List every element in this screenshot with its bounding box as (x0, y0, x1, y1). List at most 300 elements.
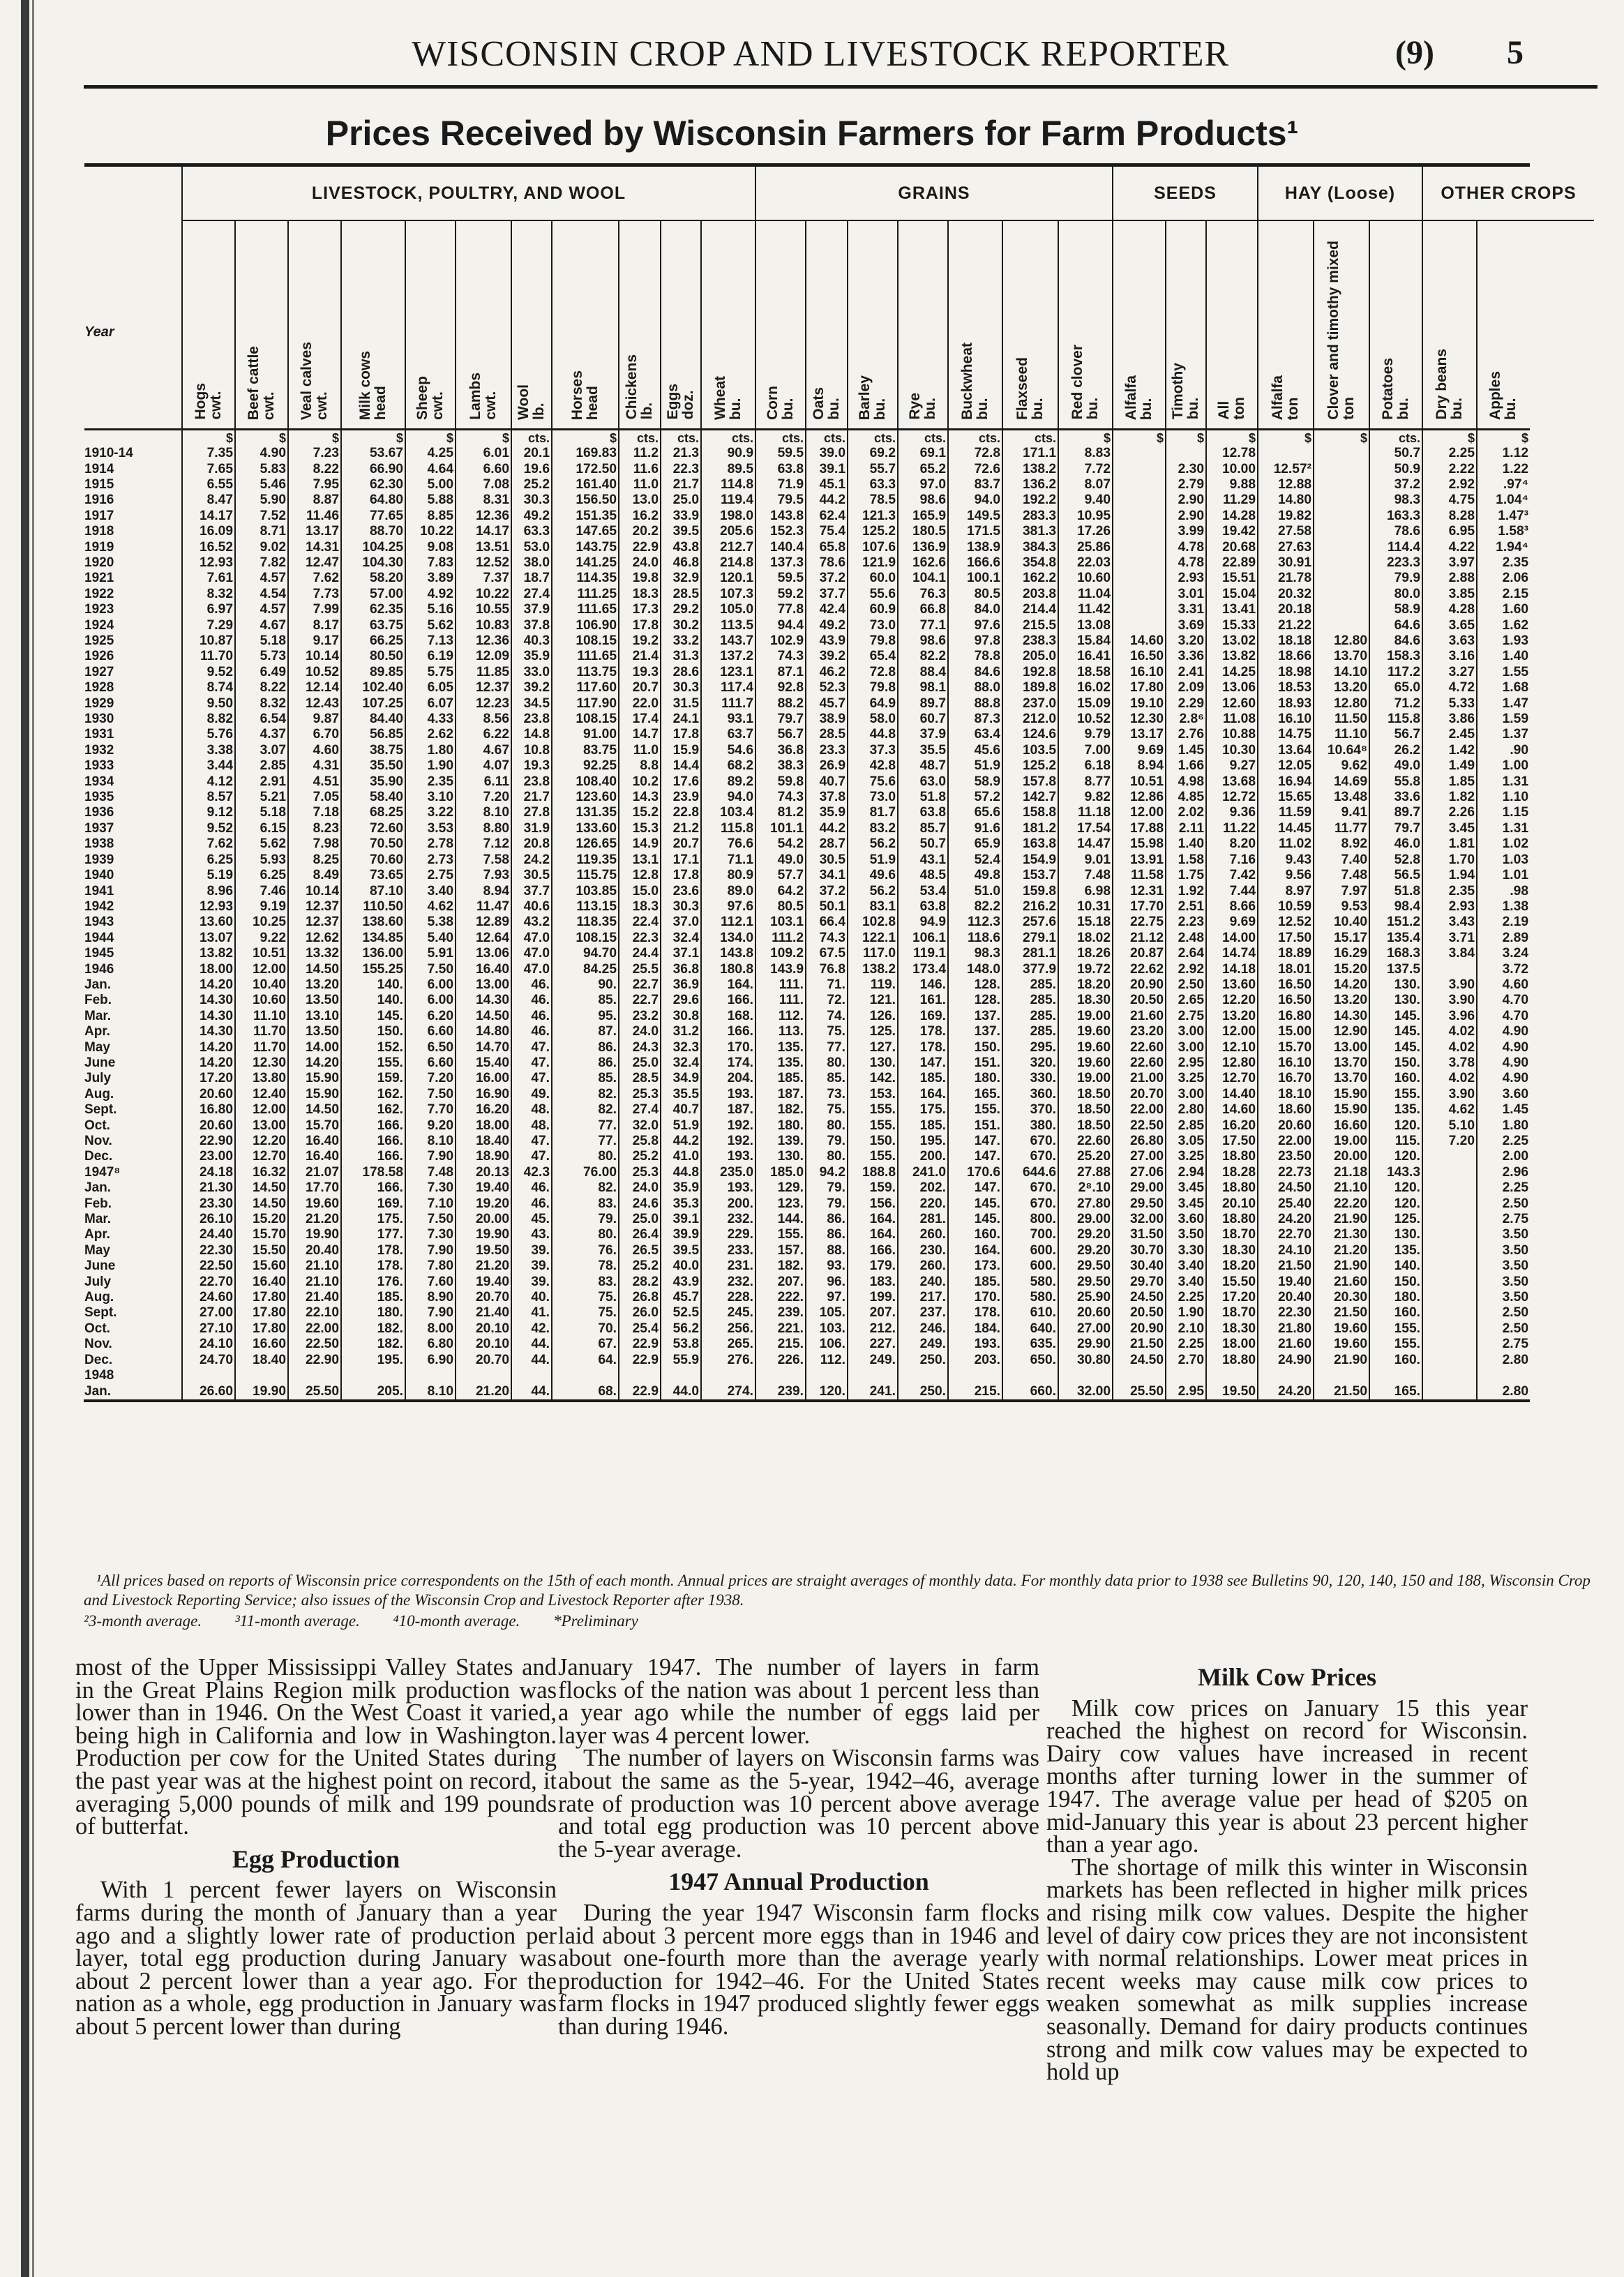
price-cell: 43.9 (661, 1275, 701, 1290)
price-cell: 32.00 (1113, 1212, 1166, 1227)
price-cell: 59.2 (755, 587, 806, 602)
price-cell (1113, 571, 1166, 586)
price-cell: 13.70 (1314, 1071, 1369, 1086)
price-cell: 22.50 (182, 1258, 235, 1274)
price-cell: 2.45 (1422, 727, 1477, 742)
price-cell: 55.7 (848, 462, 898, 477)
price-cell: 4.90 (1477, 1055, 1530, 1071)
price-cell: 14.20 (182, 977, 235, 993)
price-cell: 130. (848, 1055, 898, 1071)
price-cell: 143.3 (1369, 1165, 1422, 1180)
price-cell: 17.80 (1113, 680, 1166, 696)
price-cell: 21.07 (288, 1165, 341, 1180)
price-cell: 9.41 (1314, 805, 1369, 820)
price-cell: 16.20 (456, 1102, 511, 1118)
price-cell: 3.01 (1166, 587, 1206, 602)
price-cell: 14.60 (1113, 633, 1166, 649)
price-cell: 88. (806, 1243, 848, 1258)
price-cell: 6.15 (235, 821, 288, 836)
price-cell: 4.67 (235, 618, 288, 633)
price-cell: .97⁴ (1477, 477, 1530, 493)
price-cell: 22.9 (619, 1353, 661, 1368)
price-cell: 90. (552, 977, 619, 993)
price-cell: 7.80 (405, 1258, 456, 1274)
price-cell: 148.0 (948, 962, 1002, 977)
price-cell (755, 1368, 806, 1383)
price-cell: 14.3 (619, 790, 661, 805)
price-cell: 9.08 (405, 540, 456, 555)
price-cell: 35.50 (341, 758, 405, 774)
column-header-label: Horses (569, 370, 585, 420)
price-cell: 15.40 (456, 1055, 511, 1071)
price-cell: 46.8 (661, 555, 701, 571)
price-cell: 2.25 (1422, 446, 1477, 461)
column-header (1113, 236, 1166, 429)
price-cell: 15.90 (288, 1071, 341, 1086)
price-cell: 2.78 (405, 836, 456, 852)
price-cell: 10.51 (235, 946, 288, 961)
price-cell: 40. (511, 1290, 552, 1305)
price-cell: 600. (1002, 1258, 1058, 1274)
price-cell: 23.8 (511, 774, 552, 790)
price-cell: 137. (948, 1009, 1002, 1024)
price-cell: 20.7 (661, 836, 701, 852)
price-cell: 168. (701, 1009, 755, 1024)
price-cell: 79.8 (848, 680, 898, 696)
price-cell: 51.9 (661, 1118, 701, 1134)
row-year-label: 1916 (84, 493, 114, 508)
price-cell: 14.7 (619, 727, 661, 742)
price-cell: 3.10 (405, 790, 456, 805)
price-cell: 19.40 (456, 1275, 511, 1290)
row-year-label: 1943 (84, 915, 114, 930)
price-cell: 4.70 (1477, 993, 1530, 1008)
price-cell: 11.22 (1206, 821, 1258, 836)
price-cell: 20.40 (1258, 1290, 1314, 1305)
price-cell: 3.24 (1477, 946, 1530, 961)
price-cell: 1.40 (1166, 836, 1206, 852)
price-cell: 15.70 (1258, 1040, 1314, 1055)
price-cell: 5.19 (182, 868, 235, 883)
price-cell: 20.60 (182, 1087, 235, 1102)
price-cell (701, 1368, 755, 1383)
price-cell: 98.1 (898, 680, 948, 696)
column-header-label: Veal calves (298, 341, 315, 420)
price-cell: 3.65 (1422, 618, 1477, 633)
price-cell: 5.75 (405, 665, 456, 680)
price-cell (1113, 509, 1166, 524)
price-cell: 12.37 (288, 899, 341, 915)
price-cell: 22.30 (1258, 1305, 1314, 1321)
price-cell: 3.72 (1477, 962, 1530, 977)
table-row (84, 946, 1594, 961)
price-cell: 19.00 (1058, 1071, 1113, 1086)
price-cell (1422, 1212, 1477, 1227)
price-cell: 7.50 (405, 1212, 456, 1227)
price-cell: 19.40 (456, 1180, 511, 1196)
price-cell: 320. (1002, 1055, 1058, 1071)
price-cell: 1.92 (1166, 884, 1206, 899)
page-number: 5 (1507, 34, 1524, 71)
price-cell: 7.82 (235, 555, 288, 571)
table-row (84, 1071, 1594, 1086)
price-cell: 8.85 (405, 509, 456, 524)
price-cell: 222. (755, 1290, 806, 1305)
price-cell: 87.1 (755, 665, 806, 680)
price-cell: 89.0 (701, 884, 755, 899)
price-cell: 40.7 (806, 774, 848, 790)
price-cell: 32.3 (661, 1040, 701, 1055)
price-cell: 56.85 (341, 727, 405, 742)
price-cell: 19.82 (1258, 509, 1314, 524)
price-cell: 23.2 (619, 1009, 661, 1024)
price-cell: 3.50 (1477, 1227, 1530, 1242)
column-header-unit: ton (1285, 397, 1301, 420)
row-year-label: Dec. (84, 1149, 113, 1164)
column-header (341, 236, 405, 429)
price-cell: 17.80 (235, 1321, 288, 1337)
price-cell: 22.70 (182, 1275, 235, 1290)
price-cell: 38.0 (511, 555, 552, 571)
table-row (84, 1040, 1594, 1055)
price-cell: 18.20 (1058, 977, 1113, 993)
price-cell: 212.0 (1002, 712, 1058, 727)
price-cell: 1.02 (1477, 836, 1530, 852)
price-cell: 105. (806, 1305, 848, 1321)
table-row (84, 493, 1594, 508)
price-cell: 15.2 (619, 805, 661, 820)
price-cell: 76.6 (701, 836, 755, 852)
price-cell: 154.9 (1002, 852, 1058, 868)
price-cell: 164. (898, 1087, 948, 1102)
price-cell: 22.70 (1258, 1227, 1314, 1242)
price-cell: 28.5 (661, 587, 701, 602)
price-cell: 16.50 (1258, 977, 1314, 993)
price-cell: 98.4 (1369, 899, 1422, 915)
price-cell: 2.00 (1477, 1149, 1530, 1164)
price-cell: 238.3 (1002, 633, 1058, 649)
price-cell: 232. (701, 1212, 755, 1227)
row-year-label: 1910-14 (84, 446, 133, 461)
price-cell: 33.2 (661, 633, 701, 649)
price-cell: 33.9 (661, 509, 701, 524)
column-header (1477, 236, 1530, 429)
unit-cell: $ (1422, 429, 1477, 446)
price-cell: 47. (511, 1149, 552, 1164)
price-cell: 39.5 (661, 524, 701, 539)
price-cell: 143.8 (701, 946, 755, 961)
price-cell: 157. (755, 1243, 806, 1258)
price-cell: 14.50 (288, 1102, 341, 1118)
price-cell: 31.50 (1113, 1227, 1166, 1242)
price-cell: 17.8 (661, 868, 701, 883)
price-cell: 3.89 (405, 571, 456, 586)
price-cell: 1.62 (1477, 618, 1530, 633)
price-cell: 104.30 (341, 555, 405, 571)
price-cell: 5.83 (235, 462, 288, 477)
price-cell: 14.50 (456, 1009, 511, 1024)
price-cell: 47. (511, 1134, 552, 1149)
price-cell: 16.09 (182, 524, 235, 539)
price-cell: 9.87 (288, 712, 341, 727)
price-cell: 12.70 (1206, 1071, 1258, 1086)
price-cell: 160. (948, 1227, 1002, 1242)
price-cell: 2.62 (405, 727, 456, 742)
price-cell: 34.9 (661, 1071, 701, 1086)
price-cell: 168.3 (1369, 946, 1422, 961)
price-cell: 68.2 (701, 758, 755, 774)
row-year-label: 1939 (84, 852, 114, 867)
price-cell: 55.8 (1369, 774, 1422, 790)
header-rule (84, 85, 1597, 89)
price-cell: 17.70 (288, 1180, 341, 1196)
price-cell: 4.31 (288, 758, 341, 774)
row-year-label: Feb. (84, 1196, 112, 1211)
column-header (701, 236, 755, 429)
price-cell: 48. (511, 1118, 552, 1134)
price-cell: 83.1 (848, 899, 898, 915)
column-header-label: Chickens (623, 354, 640, 420)
price-cell: 166. (341, 1180, 405, 1196)
price-cell: 22.30 (182, 1243, 235, 1258)
price-cell: 19.90 (235, 1384, 288, 1399)
price-cell: 11.6 (619, 462, 661, 477)
price-cell: 7.46 (235, 884, 288, 899)
table-row (84, 1290, 1594, 1305)
price-cell: 106.90 (552, 618, 619, 633)
price-cell: 64.2 (755, 884, 806, 899)
row-year-label: July (84, 1274, 112, 1289)
price-cell: 56.7 (755, 727, 806, 742)
price-cell: 107.3 (701, 587, 755, 602)
price-cell: 1.90 (405, 758, 456, 774)
price-cell: 22.62 (1113, 962, 1166, 977)
price-cell: 98.6 (898, 633, 948, 649)
price-cell: 80. (552, 1227, 619, 1242)
price-cell: 29.00 (1113, 1180, 1166, 1196)
price-cell: 119.1 (898, 946, 948, 961)
table-row (84, 524, 1594, 539)
price-cell: 145. (1369, 1040, 1422, 1055)
price-cell: 48.5 (898, 868, 948, 883)
price-cell: 24.10 (1258, 1243, 1314, 1258)
price-cell: 117.60 (552, 680, 619, 696)
price-cell: 178. (948, 1305, 1002, 1321)
price-cell: 130. (1369, 993, 1422, 1008)
price-cell: 6.05 (405, 680, 456, 696)
price-cell: 9.69 (1113, 743, 1166, 758)
price-cell: 21.18 (1314, 1165, 1369, 1180)
price-cell: 44.2 (806, 821, 848, 836)
price-cell: 178.58 (341, 1165, 405, 1180)
price-cell: 94.4 (755, 618, 806, 633)
price-cell: 46. (511, 977, 552, 993)
price-cell: 187. (701, 1102, 755, 1118)
column-header (552, 236, 619, 429)
price-cell: 232. (701, 1275, 755, 1290)
price-cell: 174. (701, 1055, 755, 1071)
price-cell: 20.7 (619, 680, 661, 696)
price-cell: 113. (755, 1024, 806, 1039)
price-cell: 203. (948, 1353, 1002, 1368)
price-cell: 120. (1369, 1196, 1422, 1212)
price-cell: 29.50 (1113, 1196, 1166, 1212)
price-cell: 8.8 (619, 758, 661, 774)
price-cell: 28.6 (661, 665, 701, 680)
price-cell: 79. (552, 1212, 619, 1227)
price-cell: 13.00 (1314, 1040, 1369, 1055)
price-cell: 55.6 (848, 587, 898, 602)
price-cell: 151.35 (552, 509, 619, 524)
price-cell: 30.3 (511, 493, 552, 508)
price-cell: 10.8 (511, 743, 552, 758)
price-cell: 6.00 (405, 977, 456, 993)
price-cell: 1.01 (1477, 868, 1530, 883)
price-cell: 260. (898, 1258, 948, 1274)
price-cell: 22.0 (619, 696, 661, 712)
price-cell: 21.30 (1314, 1227, 1369, 1242)
price-cell: 1.31 (1477, 821, 1530, 836)
price-cell: 2.48 (1166, 931, 1206, 946)
price-cell: 18.02 (1058, 931, 1113, 946)
price-cell: 30.40 (1113, 1258, 1166, 1274)
price-cell: 14.80 (456, 1024, 511, 1039)
price-cell (1314, 571, 1369, 586)
column-header-unit: ton (1231, 397, 1247, 420)
price-cell: 22.7 (619, 977, 661, 993)
price-cell: 158.3 (1369, 649, 1422, 664)
price-cell: 137.5 (1369, 962, 1422, 977)
price-cell: 138.9 (948, 540, 1002, 555)
price-cell: 20.70 (456, 1353, 511, 1368)
price-cell: 25.2 (511, 477, 552, 493)
price-cell: 2.92 (1422, 477, 1477, 493)
price-cell: 12.93 (182, 899, 235, 915)
price-cell (405, 1368, 456, 1383)
column-header (948, 236, 1002, 429)
price-cell: 37.7 (511, 884, 552, 899)
price-cell: 7.90 (405, 1243, 456, 1258)
price-cell: 10.88 (1206, 727, 1258, 742)
price-cell: 9.52 (182, 665, 235, 680)
price-cell (1314, 540, 1369, 555)
row-year-label: 1927 (84, 664, 114, 679)
price-cell: 4.90 (1477, 1040, 1530, 1055)
price-cell: 6.50 (405, 1040, 456, 1055)
price-cell: 10.25 (235, 915, 288, 930)
price-cell: 25.4 (619, 1321, 661, 1337)
unit-cell: $ (1477, 429, 1530, 446)
price-cell: 45.7 (661, 1290, 701, 1305)
price-cell: 25.40 (1258, 1196, 1314, 1212)
price-cell: 1.12 (1477, 446, 1530, 461)
column-header-unit: bu. (728, 398, 744, 420)
price-cell: 80. (806, 1118, 848, 1134)
price-cell: 283.3 (1002, 509, 1058, 524)
price-cell: 19.60 (1314, 1321, 1369, 1337)
price-cell: 205.6 (701, 524, 755, 539)
price-cell: 14.40 (1206, 1087, 1258, 1102)
price-cell: 2.94 (1166, 1165, 1206, 1180)
price-cell: 140. (341, 977, 405, 993)
price-cell: 25.3 (619, 1165, 661, 1180)
price-cell: 5.73 (235, 649, 288, 664)
paragraph-layers-nation: January 1947. The number of layers in farm flocks of the nation was about 1 percent less than a year ago while the number of eggs laid per layer was 4 percent lower. (558, 1654, 1039, 1749)
price-cell: 18.80 (1206, 1212, 1258, 1227)
price-cell: 1.45 (1477, 1102, 1530, 1118)
price-cell: 12.20 (235, 1134, 288, 1149)
price-cell: 86. (806, 1227, 848, 1242)
table-row (84, 1384, 1594, 1399)
price-cell: 14.4 (661, 758, 701, 774)
price-cell: 15.3 (619, 821, 661, 836)
price-cell: 57.00 (341, 587, 405, 602)
price-cell: 1.94⁴ (1477, 540, 1530, 555)
price-cell: 13.07 (182, 931, 235, 946)
price-cell: 11.70 (235, 1024, 288, 1039)
price-cell: 31.2 (661, 1024, 701, 1039)
price-cell: 10.95 (1058, 509, 1113, 524)
row-year-label: June (84, 1258, 116, 1274)
price-cell: 37.9 (898, 727, 948, 742)
price-cell: 3.60 (1166, 1212, 1206, 1227)
price-cell: 30.70 (1113, 1243, 1166, 1258)
price-cell: 2.89 (1477, 931, 1530, 946)
price-cell: 78.5 (848, 493, 898, 508)
price-cell: 42.8 (848, 758, 898, 774)
price-cell: 23.6 (661, 884, 701, 899)
price-cell: 56.2 (661, 1321, 701, 1337)
price-cell: 12.70 (235, 1149, 288, 1164)
price-cell (1113, 555, 1166, 571)
price-cell: 19.8 (619, 571, 661, 586)
price-cell: 3.69 (1166, 618, 1206, 633)
price-cell: 87.3 (948, 712, 1002, 727)
price-cell: 13.50 (288, 993, 341, 1008)
price-cell: 94.2 (806, 1165, 848, 1180)
price-table (84, 163, 1594, 1402)
price-cell: 13.41 (1206, 602, 1258, 617)
price-cell: 151. (948, 1118, 1002, 1134)
unit-cell: $ (1314, 429, 1369, 446)
table-row (84, 1321, 1594, 1337)
table-row (84, 977, 1594, 993)
price-cell: 18.60 (1258, 1102, 1314, 1118)
price-cell: 102.9 (755, 633, 806, 649)
price-cell: 166. (701, 993, 755, 1008)
price-cell: 12.62 (288, 931, 341, 946)
price-cell (1058, 1368, 1113, 1383)
price-cell: 9.88 (1206, 477, 1258, 493)
price-cell: 16.32 (235, 1165, 288, 1180)
price-cell: 12.40 (235, 1087, 288, 1102)
price-cell: 27.00 (1058, 1321, 1113, 1337)
price-cell: 21.60 (1113, 1009, 1166, 1024)
price-cell: 8.07 (1058, 477, 1113, 493)
price-cell: 239. (755, 1305, 806, 1321)
column-header-unit: bu. (1085, 398, 1101, 420)
price-cell: 6.07 (405, 696, 456, 712)
price-cell: 10.52 (288, 665, 341, 680)
price-cell: 1.80 (405, 743, 456, 758)
table-row (84, 1180, 1594, 1196)
price-cell: 166. (848, 1243, 898, 1258)
price-cell: 80. (806, 1149, 848, 1164)
price-cell: 66.25 (341, 633, 405, 649)
price-cell: 23.8 (511, 712, 552, 727)
price-cell: 177. (341, 1227, 405, 1242)
price-cell: 75. (806, 1102, 848, 1118)
